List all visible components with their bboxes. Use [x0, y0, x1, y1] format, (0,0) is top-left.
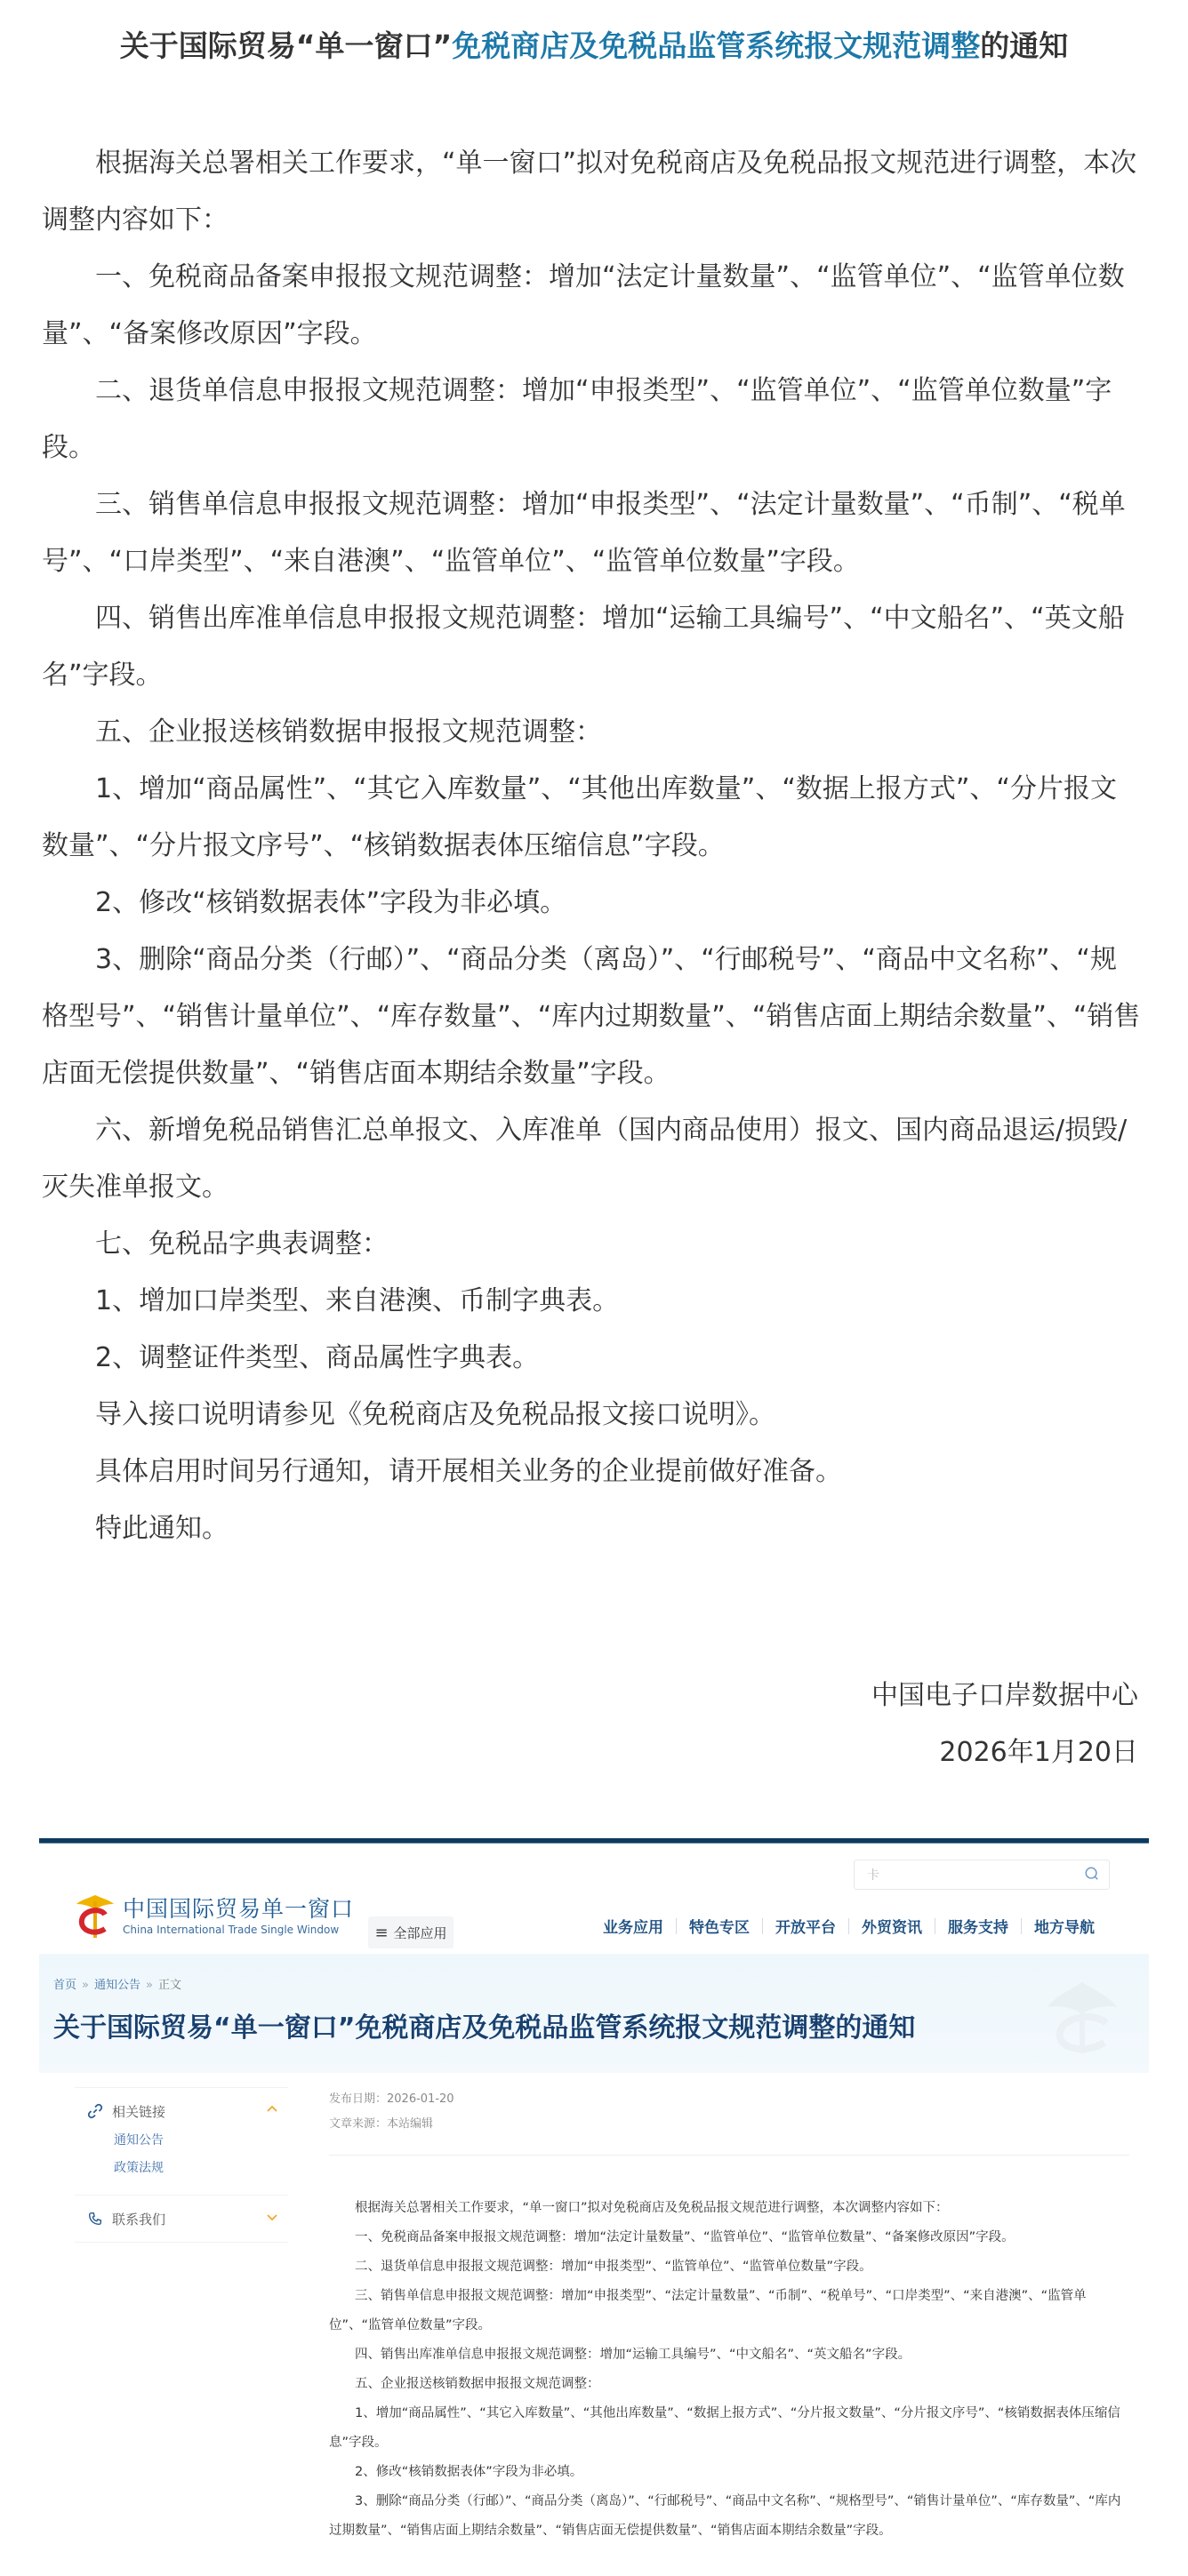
- paragraph: 2、修改“核销数据表体”字段为非必填。: [95, 887, 567, 918]
- menu-icon: ≡: [374, 1923, 389, 1942]
- sidebar-toggle-contact[interactable]: [75, 2208, 288, 2229]
- paragraph: 五、企业报送核销数据申报报文规范调整：: [355, 2377, 600, 2391]
- search-placeholder: 卡: [867, 1868, 879, 1883]
- screenshot-article-body: [329, 2194, 1129, 2546]
- paragraph: 2、修改“核销数据表体”字段为非必填。: [355, 2465, 583, 2479]
- sidebar-item-notices[interactable]: 通知公告: [114, 2133, 164, 2148]
- nav-item-featured[interactable]: 特色专区: [689, 1919, 750, 1937]
- paragraph: 1、增加“商品属性”、“其它入库数量”、“其他出库数量”、“数据上报方式”、“分片报文数量”、“分片报文序号”、“核销数据表体压缩信息”字段。: [329, 2406, 1120, 2450]
- paragraph: 1、增加“商品属性”、“其它入库数量”、“其他出库数量”、“数据上报方式”、“分片报文数量”、“分片报文序号”、“核销数据表体压缩信息”字段。: [42, 773, 1117, 861]
- title-highlight: 免税商店及免税品监管系统报文规范调整: [452, 28, 981, 63]
- signature-date: 2026年1月20日: [939, 1737, 1138, 1768]
- site-logo[interactable]: [75, 1892, 354, 1941]
- title-part-1: 关于国际贸易“单一窗口”: [119, 28, 453, 63]
- emblem-icon: [75, 1892, 116, 1941]
- meta-divider: [329, 2155, 1129, 2156]
- signature: [871, 1668, 1138, 1781]
- paragraph: 四、销售出库准单信息申报报文规范调整：增加“运输工具编号”、“中文船名”、“英文船名”字段。: [42, 603, 1125, 691]
- website-screenshot: [39, 1838, 1149, 2576]
- paragraph: 导入接口说明请参见《免税商店及免税品报文接口说明》。: [95, 1399, 775, 1430]
- source-label: 文章来源：: [329, 2117, 388, 2131]
- link-icon: [87, 2103, 103, 2119]
- breadcrumb-section[interactable]: 通知公告: [93, 1979, 140, 1992]
- sidebar-sublist: [75, 2127, 288, 2182]
- publish-date-label: 发布日期：: [329, 2092, 388, 2106]
- sidebar-group-contact: [75, 2195, 288, 2243]
- publish-date: [329, 2087, 454, 2112]
- paragraph: 六、新增免税品销售汇总单报文、入库准单（国内商品使用）报文、国内商品退运/损毁/灭失准单报文。: [42, 1115, 1128, 1203]
- publish-date-value: 2026-01-20: [387, 2092, 454, 2106]
- paragraph: 特此通知。: [95, 1513, 229, 1544]
- nav-item-business-apps[interactable]: 业务应用: [603, 1919, 663, 1937]
- paragraph: 一、免税商品备案申报报文规范调整：增加“法定计量数量”、“监管单位”、“监管单位数量”、“备案修改原因”字段。: [355, 2230, 1015, 2244]
- paragraph: 根据海关总署相关工作要求，“单一窗口”拟对免税商店及免税品报文规范进行调整，本次调整内容如下：: [355, 2201, 949, 2215]
- search-icon[interactable]: [1084, 1866, 1100, 1882]
- article-source: [329, 2112, 454, 2137]
- article-title: [0, 21, 1188, 71]
- main-nav: [590, 1915, 1107, 1937]
- nav-item-trade-news[interactable]: 外贸资讯: [862, 1919, 922, 1937]
- logo-name-cn: 中国国际贸易单一窗口: [123, 1896, 355, 1922]
- all-apps-label: 全部应用: [393, 1924, 447, 1941]
- nav-item-open-platform[interactable]: 开放平台: [775, 1919, 836, 1937]
- page-banner: [39, 1954, 1149, 2073]
- site-header: [39, 1844, 1149, 1950]
- paragraph: 四、销售出库准单信息申报报文规范调整：增加“运输工具编号”、“中文船名”、“英文船名”字段。: [355, 2348, 911, 2362]
- watermark-emblem-icon: [1042, 1973, 1122, 2062]
- breadcrumb: [53, 1975, 181, 1992]
- nav-item-local-nav[interactable]: 地方导航: [1034, 1919, 1095, 1937]
- paragraph: 三、销售单信息申报报文规范调整：增加“申报类型”、“法定计量数量”、“币制”、“税单号”、“口岸类型”、“来自港澳”、“监管单位”、“监管单位数量”字段。: [42, 489, 1126, 577]
- paragraph: 二、退货单信息申报报文规范调整：增加“申报类型”、“监管单位”、“监管单位数量”字段。: [42, 375, 1112, 463]
- all-apps-button[interactable]: [368, 1916, 454, 1948]
- chevron-up-icon[interactable]: [265, 2102, 279, 2116]
- breadcrumb-home[interactable]: 首页: [53, 1979, 77, 1992]
- sidebar-toggle-related-links[interactable]: [75, 2100, 288, 2122]
- logo-name-en: China International Trade Single Window: [123, 1924, 340, 1936]
- paragraph: 3、删除“商品分类（行邮）”、“商品分类（离岛）”、“行邮税号”、“商品中文名称”、“规格型号”、“销售计量单位”、“库存数量”、“库内过期数量”、“销售店面上期结余数量”、“销售店面无偿提供数量”、“销售店面本期结余数量”字段。: [42, 944, 1141, 1089]
- search-input[interactable]: [854, 1860, 1110, 1890]
- paragraph: 2、调整证件类型、商品属性字典表。: [95, 1342, 540, 1373]
- breadcrumb-current: 正文: [157, 1979, 181, 1992]
- chevron-down-icon[interactable]: [265, 2210, 279, 2224]
- sidebar-group-label: 联系我们: [112, 2211, 166, 2228]
- signature-org: 中国电子口岸数据中心: [871, 1680, 1138, 1711]
- paragraph: 二、退货单信息申报报文规范调整：增加“申报类型”、“监管单位”、“监管单位数量”字段。: [355, 2260, 872, 2274]
- source-value: 本站编辑: [387, 2117, 434, 2131]
- article-meta: [329, 2087, 454, 2137]
- sidebar-group-label: 相关链接: [112, 2103, 166, 2120]
- paragraph: 3、删除“商品分类（行邮）”、“商品分类（离岛）”、“行邮税号”、“商品中文名称”、“规格型号”、“销售计量单位”、“库存数量”、“库内过期数量”、“销售店面上期结余数量”、“销售店面无偿提供数量”、“销售店面本期结余数量”字段。: [329, 2494, 1121, 2538]
- paragraph: 三、销售单信息申报报文规范调整：增加“申报类型”、“法定计量数量”、“币制”、“税单号”、“口岸类型”、“来自港澳”、“监管单位”、“监管单位数量”字段。: [329, 2289, 1087, 2332]
- breadcrumb-separator: »: [146, 1979, 153, 1992]
- phone-icon: [87, 2211, 103, 2227]
- paragraph: 五、企业报送核销数据申报报文规范调整：: [95, 716, 602, 748]
- title-part-3: 的通知: [980, 28, 1069, 63]
- sidebar-group-related-links: [75, 2087, 288, 2195]
- paragraph: 七、免税品字典表调整：: [95, 1228, 389, 1260]
- breadcrumb-separator: »: [82, 1979, 89, 1992]
- paragraph: 具体启用时间另行通知，请开展相关业务的企业提前做好准备。: [95, 1456, 842, 1487]
- article-body: [42, 135, 1141, 1557]
- sidebar-item-policies[interactable]: 政策法规: [114, 2161, 164, 2175]
- paragraph: 根据海关总署相关工作要求，“单一窗口”拟对免税商店及免税品报文规范进行调整，本次调整内容如下：: [42, 148, 1137, 236]
- paragraph: 一、免税商品备案申报报文规范调整：增加“法定计量数量”、“监管单位”、“监管单位数量”、“备案修改原因”字段。: [42, 261, 1125, 349]
- page-title: 关于国际贸易“单一窗口”免税商店及免税品监管系统报文规范调整的通知: [53, 2012, 916, 2044]
- paragraph: 1、增加口岸类型、来自港澳、币制字典表。: [95, 1285, 620, 1316]
- sidebar: [75, 2087, 288, 2243]
- nav-item-support[interactable]: 服务支持: [948, 1919, 1008, 1937]
